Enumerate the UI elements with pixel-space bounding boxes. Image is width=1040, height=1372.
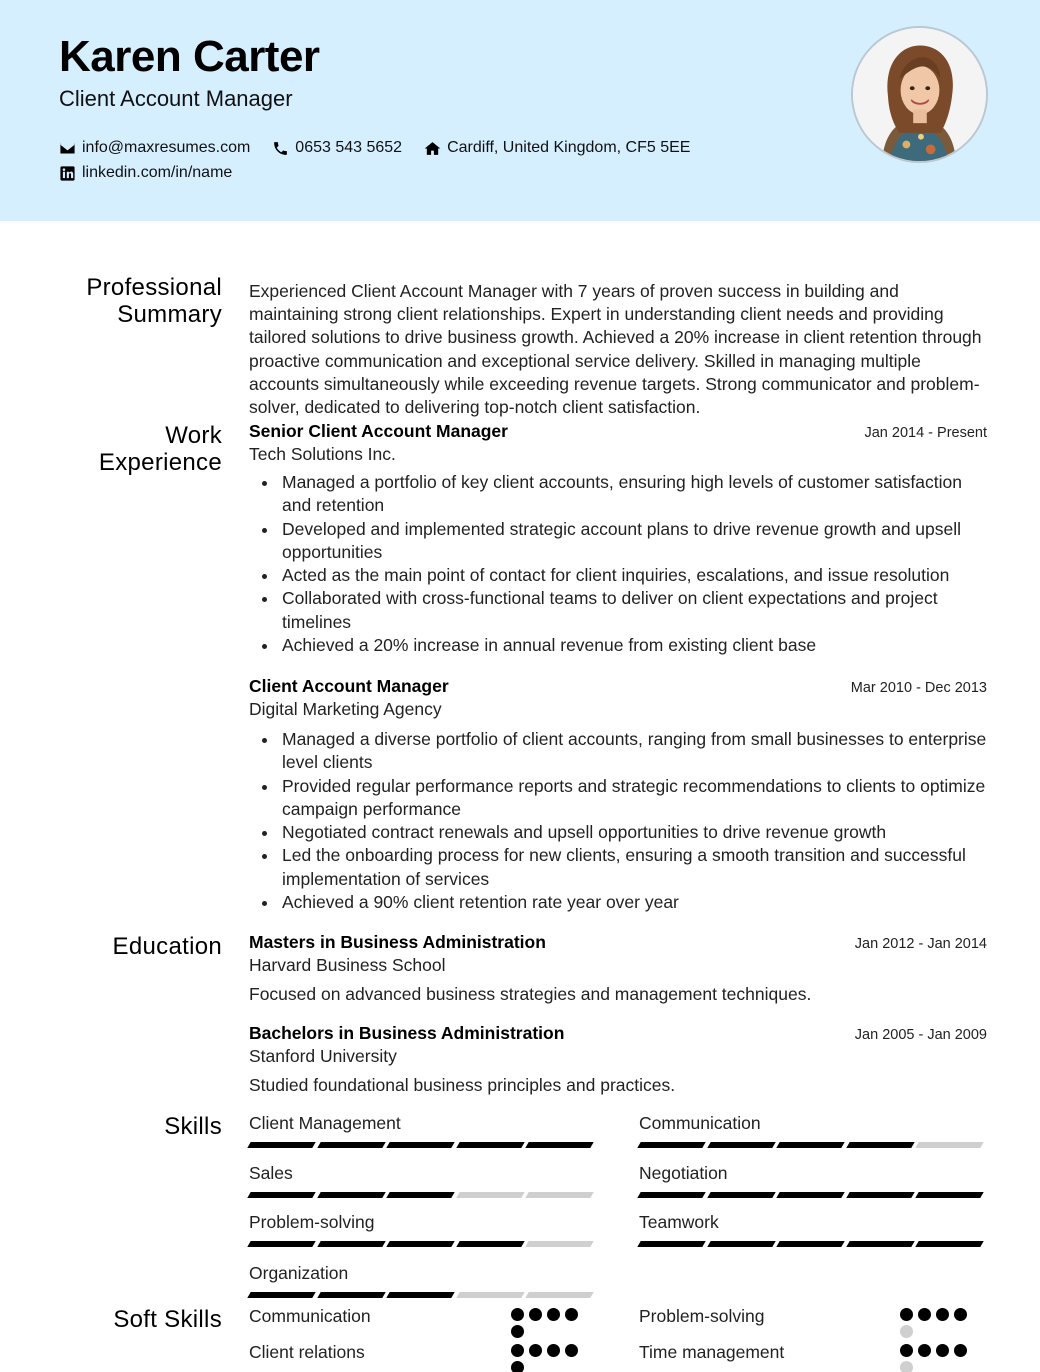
skill-level-segment [456,1292,524,1298]
skill-item [249,1163,597,1198]
rating-dot [511,1344,524,1357]
contact-row-1 [59,139,712,157]
email-text: info@maxresumes.com [82,139,251,156]
skill-level-segment [247,1192,315,1198]
skill-level-segment [637,1241,705,1247]
list-item: Led the onboarding process for new clients, ensuring a smooth transition and successful implementation of services [249,844,987,891]
candidate-name: Karen Carter [59,32,320,81]
job-entry [249,676,987,914]
school-name: Harvard Business School [249,955,446,975]
experience-title-line1: Work [165,422,222,449]
contact-phone[interactable] [272,139,402,157]
skill-level-segment [525,1192,593,1198]
skill-name: Organization [249,1263,349,1283]
skill-level-segment [637,1192,705,1198]
soft-skill-name: Client relations [249,1342,365,1362]
portrait-image [853,28,986,161]
rating-dot [900,1361,913,1372]
phone-icon [272,140,289,157]
job-entry [249,421,987,657]
job-title: Client Account Manager [249,676,449,696]
list-item: Managed a diverse portfolio of client accounts, ranging from small businesses to enterprise level clients [249,728,987,775]
summary-text: Experienced Client Account Manager with 7 years of proven success in building and maintaining strong client relationships. Expert in understanding client needs and providing tailored solutions to drive business growth. Achieved a 20% increase in client retention through proactive communication and exceptional service delivery. Skilled in managing multiple accounts simultaneously while exceeding revenue targets. Strong communicator and problem-solver, dedicated to delivering top-notch client satisfaction. [249,281,982,418]
soft-skill-item [639,1306,987,1327]
education-entry [249,932,987,1006]
rating-dot [918,1308,931,1321]
summary-title-line1: Professional [86,274,222,301]
rating-dot [565,1344,578,1357]
job-title: Senior Client Account Manager [249,421,508,441]
list-item: Achieved a 90% client retention rate year over year [249,891,987,914]
rating-dot [547,1344,560,1357]
rating-dot [900,1344,913,1357]
job-date: Mar 2010 - Dec 2013 [850,680,987,696]
envelope-icon [59,140,76,157]
skill-name: Negotiation [639,1163,728,1183]
skill-level-segment [776,1192,844,1198]
skill-level-segment [247,1241,315,1247]
soft-skill-item [639,1342,987,1363]
contact-email[interactable] [59,139,250,157]
school-name: Stanford University [249,1046,397,1066]
contact-linkedin[interactable] [59,164,232,182]
education-entry [249,1023,987,1097]
skill-level-segment [386,1192,454,1198]
education-date: Jan 2005 - Jan 2009 [854,1027,987,1043]
avatar [851,26,988,163]
skill-level-segment [846,1142,914,1148]
soft-skill-item [249,1306,597,1327]
skill-name: Teamwork [639,1212,719,1232]
skill-name: Client Management [249,1113,401,1133]
skill-level-segment [525,1142,593,1148]
skill-level-segment [386,1142,454,1148]
skill-level-segment [846,1241,914,1247]
skill-level-bar [249,1241,597,1247]
degree-title: Bachelors in Business Administration [249,1023,565,1043]
skill-level-segment [525,1292,593,1298]
skill-level-segment [776,1241,844,1247]
rating-dot [529,1344,542,1357]
skill-level-bar [249,1192,597,1198]
education-date: Jan 2012 - Jan 2014 [854,936,987,952]
candidate-role: Client Account Manager [59,86,293,111]
rating-dot [565,1308,578,1321]
skill-level-bar [249,1292,597,1298]
rating-dot [511,1325,524,1338]
skill-item [639,1163,987,1198]
soft-skill-item [249,1342,597,1363]
section-title-skills: Skills [164,1113,222,1140]
experience-title-line2: Experience [98,449,222,476]
education-description: Focused on advanced business strategies and management techniques. [249,984,812,1004]
list-item: Negotiated contract renewals and upsell opportunities to drive revenue growth [249,821,987,844]
education-description: Studied foundational business principles and practices. [249,1075,676,1095]
list-item: Acted as the main point of contact for client inquiries, escalations, and issue resolution [249,564,987,587]
skill-level-segment [637,1142,705,1148]
skill-level-segment [317,1142,385,1148]
rating-dot [511,1361,524,1372]
skill-item [639,1212,987,1247]
skill-level-segment [456,1241,524,1247]
skill-level-segment [707,1142,775,1148]
skill-item [249,1212,597,1247]
list-item: Managed a portfolio of key client accounts, ensuring high levels of customer satisfaction and retention [249,471,987,518]
soft-skill-name: Time management [639,1342,785,1362]
skill-name: Problem-solving [249,1212,375,1232]
rating-dot [918,1344,931,1357]
linkedin-icon [59,165,76,182]
contact-address [424,139,690,157]
skill-level-segment [915,1241,983,1247]
summary-title-line2: Summary [117,301,222,328]
skill-level-bar [639,1241,987,1247]
skill-item [249,1263,597,1298]
list-item: Developed and implemented strategic account plans to drive revenue growth and upsell opportunities [249,518,987,565]
skill-level-segment [707,1241,775,1247]
skill-level-segment [386,1241,454,1247]
skill-level-segment [846,1192,914,1198]
skill-level-segment [386,1292,454,1298]
skill-level-bar [639,1142,987,1148]
section-title-summary [0,274,222,328]
rating-dot [936,1344,949,1357]
skill-item [639,1113,987,1148]
skill-level-segment [247,1142,315,1148]
section-title-soft-skills: Soft Skills [113,1306,222,1333]
skill-level-segment [776,1142,844,1148]
skill-name: Sales [249,1163,293,1183]
skill-level-bar [639,1192,987,1198]
section-title-education: Education [112,933,222,960]
rating-dot [900,1308,913,1321]
soft-skill-name: Problem-solving [639,1306,765,1326]
soft-skill-dots [511,1308,586,1342]
skill-level-segment [707,1192,775,1198]
rating-dot [954,1344,967,1357]
list-item: Provided regular performance reports and strategic recommendations to clients to optimize campaign performance [249,775,987,822]
soft-skill-dots [511,1344,586,1372]
job-bullets [249,471,987,657]
list-item: Collaborated with cross-functional teams to deliver on client expectations and project timelines [249,587,987,634]
resume-header [0,0,1040,221]
soft-skill-dots [900,1308,975,1342]
rating-dot [529,1308,542,1321]
contact-row-2 [59,164,254,182]
rating-dot [954,1308,967,1321]
skill-level-bar [249,1142,597,1148]
phone-text: 0653 543 5652 [295,139,403,156]
skill-level-segment [915,1142,983,1148]
soft-skill-name: Communication [249,1306,371,1326]
home-icon [424,140,441,157]
rating-dot [936,1308,949,1321]
linkedin-text: linkedin.com/in/name [82,164,233,181]
skill-level-segment [317,1241,385,1247]
skill-level-segment [525,1241,593,1247]
skill-level-segment [456,1192,524,1198]
skill-level-segment [247,1292,315,1298]
skill-level-segment [317,1192,385,1198]
soft-skill-dots [900,1344,975,1372]
skill-level-segment [317,1292,385,1298]
rating-dot [511,1308,524,1321]
skill-name: Communication [639,1113,761,1133]
rating-dot [900,1325,913,1338]
list-item: Achieved a 20% increase in annual revenue from existing client base [249,634,987,657]
section-title-experience [0,422,222,476]
rating-dot [547,1308,560,1321]
degree-title: Masters in Business Administration [249,932,546,952]
skill-level-segment [915,1192,983,1198]
job-bullets [249,728,987,914]
job-date: Jan 2014 - Present [864,425,987,441]
address-text: Cardiff, United Kingdom, CF5 5EE [447,139,691,156]
skill-item [249,1113,597,1148]
skill-level-segment [456,1142,524,1148]
job-org: Digital Marketing Agency [249,699,442,719]
job-org: Tech Solutions Inc. [249,444,396,464]
